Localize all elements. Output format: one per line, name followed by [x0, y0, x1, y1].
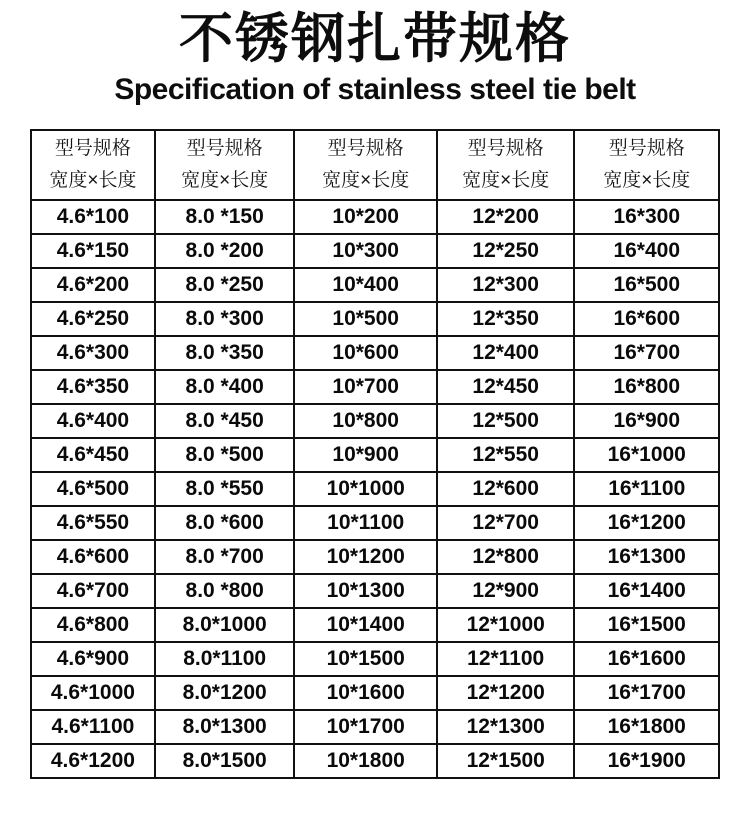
spec-cell: 10*1400 — [294, 608, 436, 642]
spec-cell: 12*1500 — [437, 744, 575, 778]
column-header-line2: 宽度×长度 — [603, 170, 691, 191]
spec-cell: 8.0*1100 — [155, 642, 295, 676]
column-header-line2: 宽度×长度 — [181, 170, 269, 191]
spec-cell: 16*1300 — [574, 540, 719, 574]
spec-cell: 16*900 — [574, 404, 719, 438]
spec-cell: 10*1500 — [294, 642, 436, 676]
table-row — [31, 744, 719, 778]
spec-cell: 12*900 — [437, 574, 575, 608]
spec-cell: 4.6*1000 — [31, 676, 155, 710]
spec-table-header — [31, 130, 719, 200]
column-header — [574, 130, 719, 200]
spec-cell: 8.0 *700 — [155, 540, 295, 574]
spec-cell: 12*550 — [437, 438, 575, 472]
table-row — [31, 710, 719, 744]
column-header-line1: 型号规格 — [608, 138, 685, 159]
spec-cell: 12*500 — [437, 404, 575, 438]
spec-cell: 10*1200 — [294, 540, 436, 574]
spec-cell: 12*200 — [437, 200, 575, 234]
spec-cell: 12*400 — [437, 336, 575, 370]
spec-cell: 16*700 — [574, 336, 719, 370]
spec-cell: 8.0 *300 — [155, 302, 295, 336]
spec-cell: 16*400 — [574, 234, 719, 268]
spec-cell: 16*500 — [574, 268, 719, 302]
spec-cell: 4.6*350 — [31, 370, 155, 404]
spec-cell: 10*1600 — [294, 676, 436, 710]
spec-cell: 8.0 *450 — [155, 404, 295, 438]
spec-cell: 4.6*900 — [31, 642, 155, 676]
page-subtitle: Specification of stainless steel tie belt — [114, 73, 636, 106]
spec-cell: 10*300 — [294, 234, 436, 268]
spec-cell: 12*1100 — [437, 642, 575, 676]
spec-cell: 16*1700 — [574, 676, 719, 710]
spec-cell: 12*800 — [437, 540, 575, 574]
column-header-line2: 宽度×长度 — [322, 170, 410, 191]
spec-cell: 8.0 *400 — [155, 370, 295, 404]
spec-cell: 16*600 — [574, 302, 719, 336]
spec-cell: 4.6*1200 — [31, 744, 155, 778]
spec-cell: 10*700 — [294, 370, 436, 404]
spec-cell: 8.0 *600 — [155, 506, 295, 540]
spec-cell: 4.6*250 — [31, 302, 155, 336]
spec-cell: 12*300 — [437, 268, 575, 302]
spec-cell: 12*250 — [437, 234, 575, 268]
spec-cell: 10*600 — [294, 336, 436, 370]
table-row — [31, 642, 719, 676]
column-header-line2: 宽度×长度 — [462, 170, 550, 191]
table-row — [31, 404, 719, 438]
spec-cell: 8.0*1500 — [155, 744, 295, 778]
table-row — [31, 608, 719, 642]
spec-cell: 4.6*100 — [31, 200, 155, 234]
spec-table-body — [31, 200, 719, 778]
spec-cell: 10*400 — [294, 268, 436, 302]
spec-cell: 4.6*150 — [31, 234, 155, 268]
spec-cell: 16*1200 — [574, 506, 719, 540]
table-row — [31, 370, 719, 404]
spec-cell: 12*1000 — [437, 608, 575, 642]
page-title: 不锈钢扎带规格 — [179, 9, 571, 69]
spec-cell: 10*900 — [294, 438, 436, 472]
column-header-line2: 宽度×长度 — [49, 170, 137, 191]
column-header — [437, 130, 575, 200]
spec-cell: 16*1000 — [574, 438, 719, 472]
header-row — [31, 130, 719, 200]
spec-cell: 4.6*200 — [31, 268, 155, 302]
table-row — [31, 676, 719, 710]
column-header — [294, 130, 436, 200]
spec-cell: 4.6*1100 — [31, 710, 155, 744]
column-header — [155, 130, 295, 200]
spec-cell: 12*700 — [437, 506, 575, 540]
table-row — [31, 302, 719, 336]
table-row — [31, 268, 719, 302]
spec-cell: 16*300 — [574, 200, 719, 234]
spec-cell: 4.6*700 — [31, 574, 155, 608]
spec-cell: 10*1000 — [294, 472, 436, 506]
spec-cell: 10*1100 — [294, 506, 436, 540]
spec-cell: 8.0 *350 — [155, 336, 295, 370]
spec-table — [30, 129, 720, 779]
spec-cell: 16*1600 — [574, 642, 719, 676]
table-row — [31, 506, 719, 540]
spec-cell: 4.6*400 — [31, 404, 155, 438]
spec-cell: 12*450 — [437, 370, 575, 404]
column-header-line1: 型号规格 — [467, 138, 544, 159]
table-row — [31, 574, 719, 608]
spec-cell: 16*1900 — [574, 744, 719, 778]
spec-cell: 8.0 *150 — [155, 200, 295, 234]
spec-cell: 8.0 *800 — [155, 574, 295, 608]
spec-cell: 8.0 *500 — [155, 438, 295, 472]
spec-cell: 8.0 *250 — [155, 268, 295, 302]
table-row — [31, 540, 719, 574]
spec-cell: 4.6*450 — [31, 438, 155, 472]
table-row — [31, 336, 719, 370]
spec-cell: 12*600 — [437, 472, 575, 506]
column-header-line1: 型号规格 — [327, 138, 404, 159]
spec-cell: 12*1300 — [437, 710, 575, 744]
spec-cell: 8.0*1000 — [155, 608, 295, 642]
spec-cell: 10*500 — [294, 302, 436, 336]
table-row — [31, 472, 719, 506]
column-header-line1: 型号规格 — [186, 138, 263, 159]
column-header — [31, 130, 155, 200]
spec-cell: 10*1700 — [294, 710, 436, 744]
spec-cell: 16*1100 — [574, 472, 719, 506]
table-row — [31, 234, 719, 268]
spec-cell: 10*1300 — [294, 574, 436, 608]
table-row — [31, 438, 719, 472]
spec-cell: 10*200 — [294, 200, 436, 234]
spec-cell: 4.6*300 — [31, 336, 155, 370]
spec-cell: 8.0 *550 — [155, 472, 295, 506]
spec-cell: 8.0*1300 — [155, 710, 295, 744]
spec-cell: 4.6*550 — [31, 506, 155, 540]
spec-cell: 8.0*1200 — [155, 676, 295, 710]
spec-cell: 4.6*500 — [31, 472, 155, 506]
spec-cell: 12*350 — [437, 302, 575, 336]
spec-cell: 16*1500 — [574, 608, 719, 642]
spec-cell: 4.6*800 — [31, 608, 155, 642]
table-row — [31, 200, 719, 234]
column-header-line1: 型号规格 — [54, 138, 131, 159]
spec-cell: 16*800 — [574, 370, 719, 404]
spec-cell: 4.6*600 — [31, 540, 155, 574]
spec-cell: 8.0 *200 — [155, 234, 295, 268]
spec-cell: 10*1800 — [294, 744, 436, 778]
spec-cell: 16*1800 — [574, 710, 719, 744]
spec-cell: 16*1400 — [574, 574, 719, 608]
spec-cell: 10*800 — [294, 404, 436, 438]
spec-cell: 12*1200 — [437, 676, 575, 710]
